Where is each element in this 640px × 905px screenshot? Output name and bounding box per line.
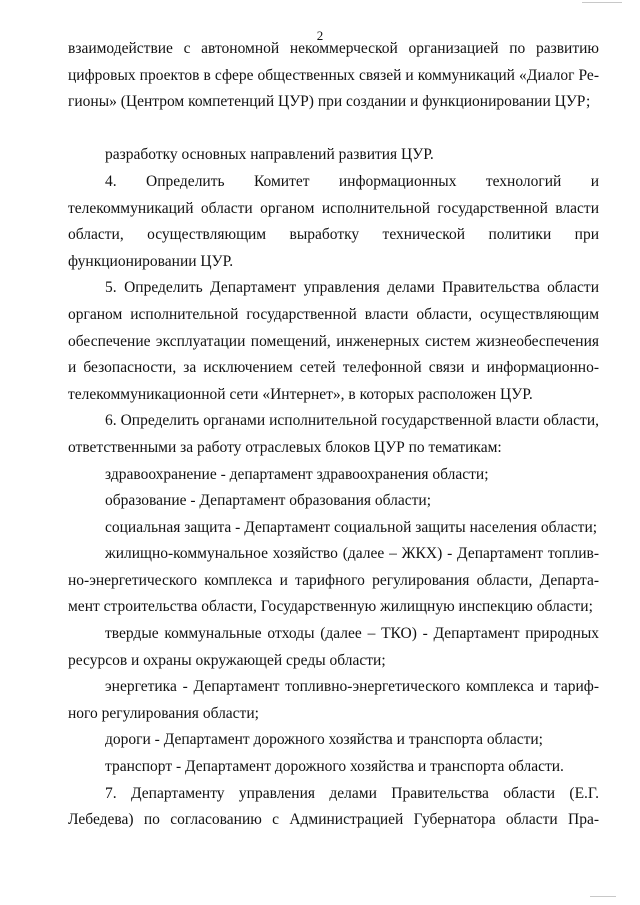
paragraph: 6. Определить органами исполнительной государственной власти области, ответственными за работу отраслевых блоков ЦУР по тематикам: [68,412,599,456]
paragraph: взаимодействие с автономной некоммерческой организацией по развитию цифровых проектов в сфере общественных связей и коммуникаций «Диалог Регионы» (Центром компетенций ЦУР) при создании и функционировании ЦУР; [68,40,599,111]
scan-artifact [590,896,616,897]
paragraph: 5. Определить Департамент управления делами Правительства области органом исполнительной государственной власти области, осуществляющим обеспечение эксплуатации помещений, инженерных систем жизнеобеспечения и безопасности, за исключением сетей телефонной связи и информационно-телекоммуникационной сети «Интернет», в которых расположен ЦУР. [68,279,599,403]
document-body [68,36,599,834]
list-item: социальная защита - Департамент социальной защиты населения области; [105,518,598,536]
list-item: жилищно-коммунальное хозяйство (далее – ЖКХ) - Департамент топливно-энергетического комплекса и тарифного регулирования области, Департамент строительства области, Государственную жилищную инспекцию области; [68,545,599,616]
paragraph: разработку основных направлений развития ЦУР. [105,146,434,164]
page-number: 2 [316,28,324,43]
list-item: твердые коммунальные отходы (далее – ТКО) - Департамент природных ресурсов и охраны окружающей среды области; [68,625,599,669]
list-item: образование - Департамент образования области; [105,492,432,510]
list-item: транспорт - Департамент дорожного хозяйства и транспорта области. [105,758,564,776]
list-item: здравоохранение - департамент здравоохранения области; [105,465,489,483]
scan-artifact [582,2,622,3]
paragraph: 7. Департаменту управления делами Правительства области (Е.Г. Лебедева) по согласованию с Администрацией Губернатора области Пра- [68,784,599,829]
list-item: энергетика - Департамент топливно-энергетического комплекса и тарифного регулирования области; [68,678,599,722]
paragraph: 4. Определить Комитет информационных технологий и телекоммуникаций области органом исполнительной государственной власти области, осуществляющим выработку технической политики при функционировании ЦУР. [68,172,599,270]
list-item: дороги - Департамент дорожного хозяйства и транспорта области; [105,731,543,749]
